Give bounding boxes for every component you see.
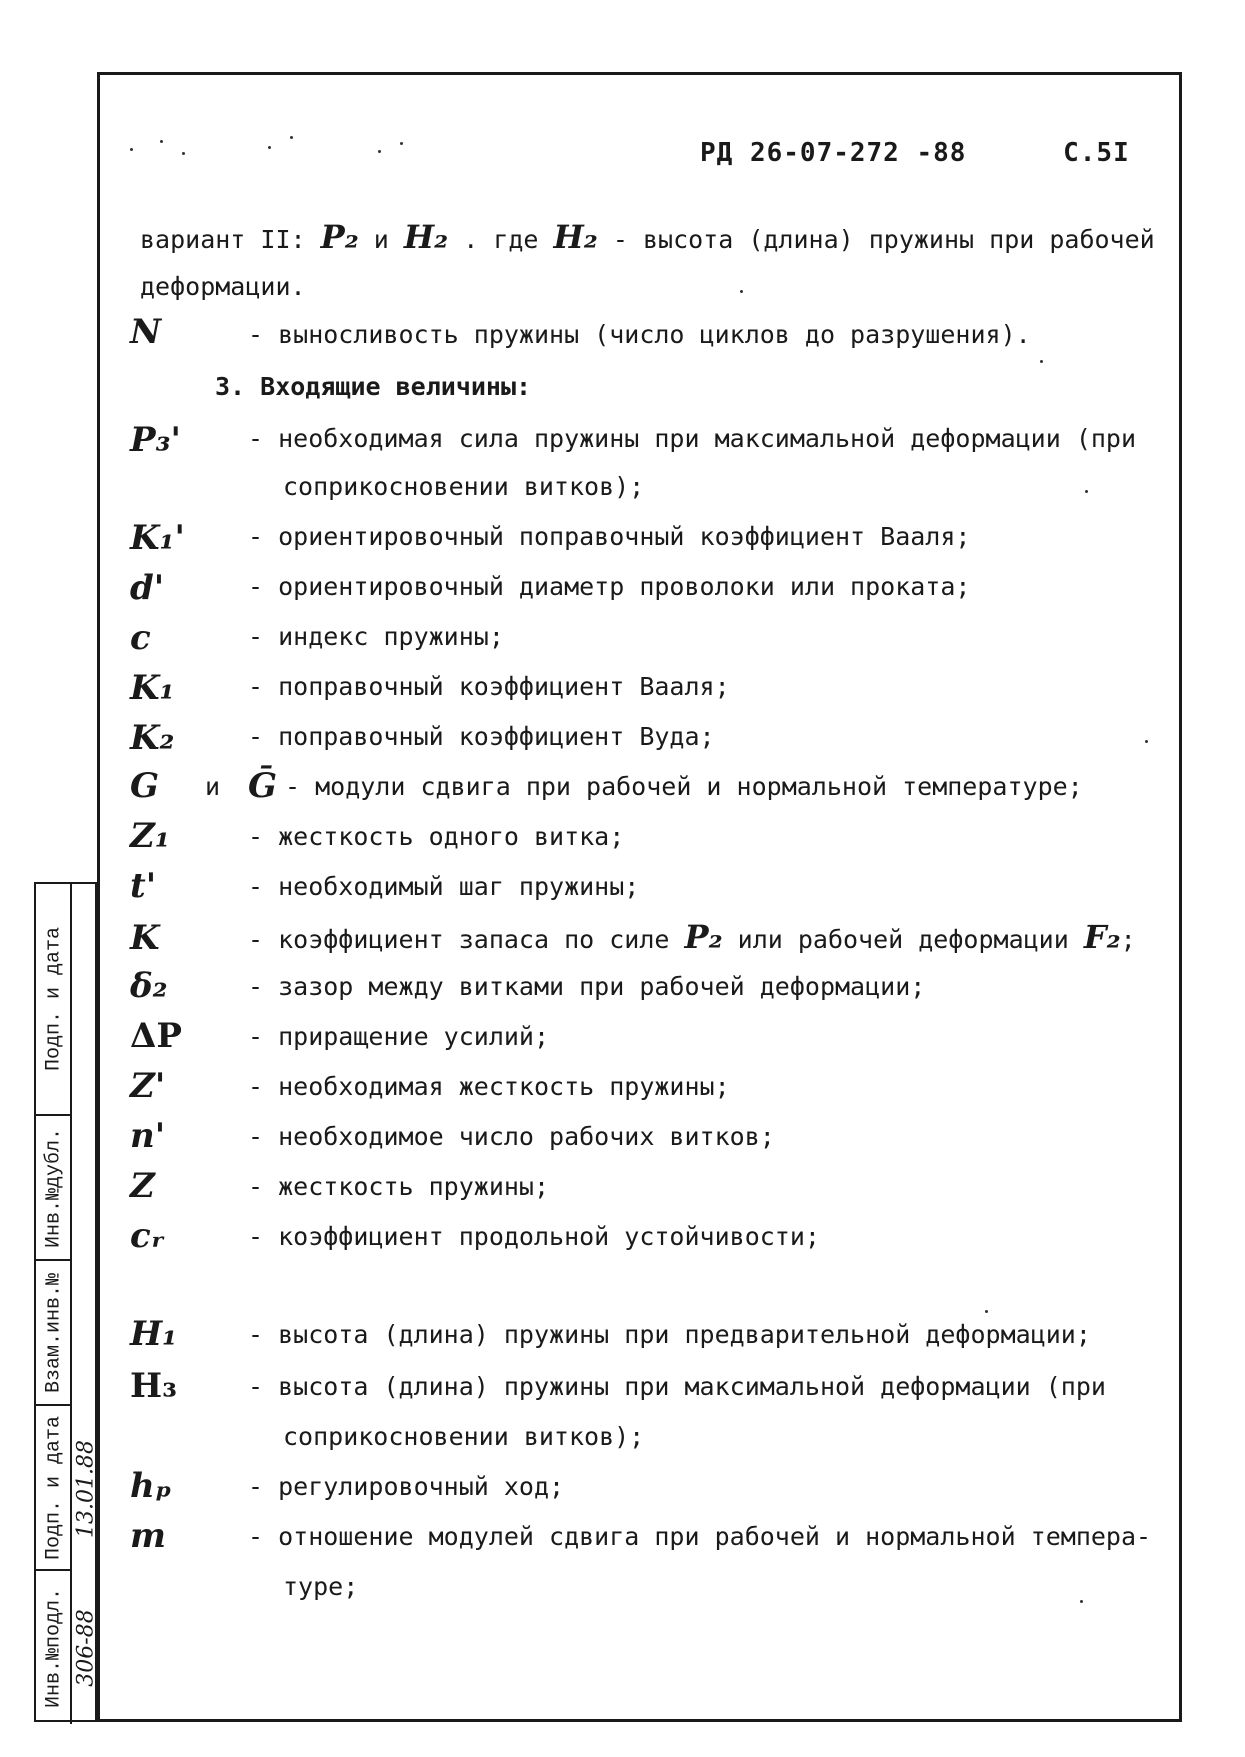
symbol-row-15: cᵣ <box>130 1216 165 1256</box>
row-9-text-mid: или рабочей деформации <box>737 925 1069 954</box>
stamp-cell-sign-date-2: Подп. и дата <box>36 1406 72 1571</box>
intro-and: и <box>373 225 389 254</box>
desc-row-2: - ориентировочный диаметр проволоки или проката; <box>248 572 971 601</box>
intro-variant: вариант II: <box>140 225 306 254</box>
desc-row-19: - отношение модулей сдвига при рабочей и нормальной темпера- <box>248 1522 1152 1551</box>
symbol-row-19: m <box>130 1516 166 1556</box>
desc-row-7: - жесткость одного витка; <box>248 822 625 851</box>
stamp-label-column <box>36 884 72 1724</box>
row-9-symbol-f2: F₂ <box>1083 918 1121 956</box>
stamp-handwritten-number: 306-88 <box>73 1608 98 1687</box>
desc-row-1: - ориентировочный поправочный коэффициент Вааля; <box>248 522 971 551</box>
symbol-row-4: K₁ <box>130 668 175 708</box>
symbol-row-3: c <box>130 618 151 658</box>
symbol-row-8: t' <box>130 866 157 906</box>
symbol-row-16: H₁ <box>130 1314 178 1354</box>
desc-n: - выносливость пружины (число циклов до разрушения). <box>248 320 1031 349</box>
symbol-row-2: d' <box>130 568 165 608</box>
intro-line-2: деформации. <box>140 272 306 301</box>
row-9-text-pre: - коэффициент запаса по силе <box>248 925 670 954</box>
desc-row-6: - модули сдвига при рабочей и нормальной температуре; <box>285 772 1083 801</box>
desc-row-17: - высота (длина) пружины при максимальной деформации (при <box>248 1372 1106 1401</box>
desc-row-13: - необходимое число рабочих витков; <box>248 1122 775 1151</box>
desc-row-0: - необходимая сила пружины при максимальной деформации (при <box>248 424 1137 453</box>
desc-row-17-cont: соприкосновении витков); <box>283 1422 645 1451</box>
stamp-cell-orig-inv: Инв.№подл. <box>42 1587 66 1708</box>
symbol-row-7: Z₁ <box>130 816 170 856</box>
row-9-text-post: ; <box>1120 925 1136 954</box>
desc-row-12: - необходимая жесткость пружины; <box>248 1072 730 1101</box>
page-number: С.5I <box>1063 138 1130 168</box>
section-title: 3. Входящие величины: <box>215 372 532 401</box>
desc-row-10: - зазор между витками при рабочей деформации; <box>248 972 926 1001</box>
desc-row-9 <box>248 918 1136 956</box>
symbol-row-6: G <box>130 766 160 806</box>
approval-stamp <box>34 882 97 1722</box>
document-code: РД 26-07-272 -88 <box>700 138 967 168</box>
desc-row-15: - коэффициент продольной устойчивости; <box>248 1222 820 1251</box>
desc-row-19-cont: туре; <box>283 1572 359 1601</box>
symbol-n: N <box>130 312 162 352</box>
symbol-h2-b: H₂ <box>553 218 598 256</box>
symbol-row-13: n' <box>130 1116 166 1156</box>
desc-row-11: - приращение усилий; <box>248 1022 550 1051</box>
symbol-row-14: Z <box>130 1166 155 1206</box>
stamp-cell-replace-inv: Взам.инв.№ <box>36 1261 72 1406</box>
symbol-row-5: K₂ <box>130 718 175 758</box>
desc-row-16: - высота (длина) пружины при предварительной деформации; <box>248 1320 1091 1349</box>
intro-line-1 <box>140 218 1155 256</box>
symbol-row-11: ΔP <box>130 1016 182 1056</box>
symbol-row-12: Z' <box>130 1066 166 1106</box>
symbol-row-6-b: Ḡ <box>248 766 278 806</box>
document-header <box>700 138 1130 168</box>
intro-where: . где <box>463 225 539 254</box>
desc-row-8: - необходимый шаг пружины; <box>248 872 640 901</box>
symbol-row-10: δ₂ <box>130 966 168 1006</box>
stamp-cell-sign-date-1: Подп. и дата <box>36 884 72 1116</box>
desc-row-5: - поправочный коэффициент Вуда; <box>248 722 715 751</box>
desc-row-3: - индекс пружины; <box>248 622 504 651</box>
symbol-h2: H₂ <box>403 218 449 256</box>
row-9-symbol-p2: P₂ <box>684 918 723 956</box>
desc-row-4: - поправочный коэффициент Вааля; <box>248 672 730 701</box>
symbol-row-0: P₃' <box>130 420 181 460</box>
symbol-row-17: H₃ <box>130 1366 178 1406</box>
desc-row-0-cont: соприкосновении витков); <box>283 472 645 501</box>
desc-row-14: - жесткость пружины; <box>248 1172 550 1201</box>
stamp-cell-dup-inv: Инв.№дубл. <box>36 1116 72 1261</box>
row-6-and: и <box>205 772 221 801</box>
intro-definition: - высота (длина) пружины при рабочей <box>612 225 1155 254</box>
stamp-handwritten-date: 13.01.88 <box>73 1439 98 1538</box>
symbol-p2: P₂ <box>320 218 359 256</box>
desc-row-18: - регулировочный ход; <box>248 1472 565 1501</box>
symbol-row-9: K <box>130 918 160 958</box>
symbol-row-1: K₁' <box>130 518 185 558</box>
symbol-row-18: hₚ <box>130 1466 172 1506</box>
